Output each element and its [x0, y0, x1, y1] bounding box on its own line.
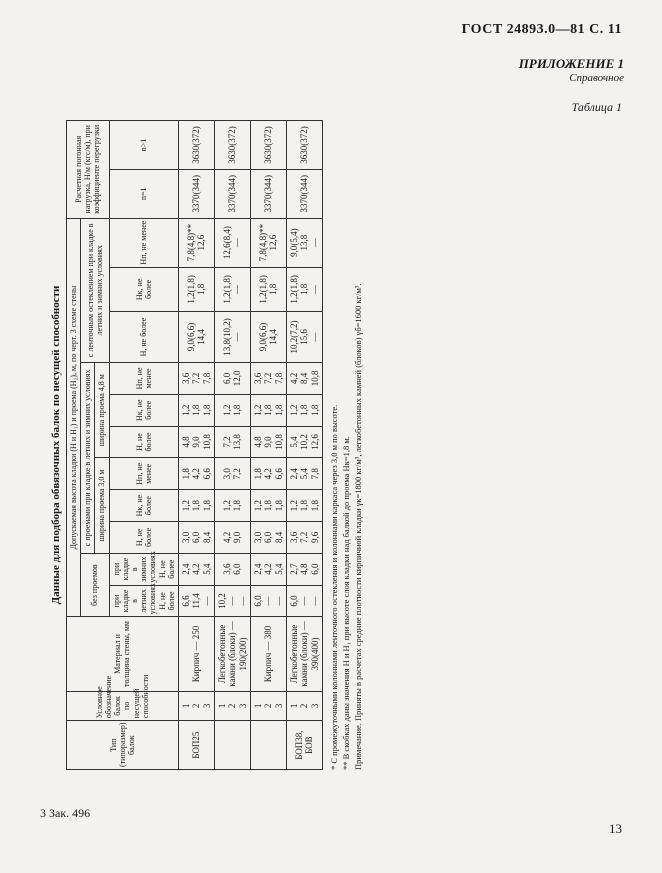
col-tape: с ленточным остеклением при кладке в летних и зимних условиях: [81, 218, 109, 362]
cell-a1: 4,2 9,0: [214, 521, 250, 553]
col-cond: Условное обозначение балок по несущей способности: [67, 691, 179, 721]
note-1: * С промежуточными колоннами ленточного остекления и колоннами каркаса через 3,0 м по высоте.: [329, 404, 339, 770]
col-w48: ширина проема 4,8 м: [95, 362, 109, 457]
col-w30: ширина проема 3,0 м: [95, 458, 109, 553]
cell-material: Легкобетонные камни (блоки) — 190(200): [214, 617, 250, 691]
cell-n2: 3630(372): [178, 121, 214, 170]
cell-c2: 1,2(1,8) —: [214, 267, 250, 312]
table-body: [178, 121, 322, 770]
cell-n1: 3370(344): [214, 169, 250, 218]
cell-n1: 3370(344): [286, 169, 322, 218]
cell-n1: 3370(344): [178, 169, 214, 218]
table-row: [178, 121, 214, 770]
cell-w: 2,4 4,2 5,4: [250, 553, 286, 585]
cell-c2: 1,2(1,8) 1,8: [250, 267, 286, 312]
col-a-hn: Hп, не менее: [109, 458, 178, 490]
cell-s: 6,0 — —: [286, 585, 322, 617]
cell-b2: 1,2 1,8 1,8: [250, 394, 286, 426]
col-b-hk: Hк, не более: [109, 394, 178, 426]
cell-c3: 9,0(5,4) 13,8 —: [286, 218, 322, 267]
rotated-table-area: [30, 124, 630, 800]
cell-c3: 7,8(4,8)** 12,6: [178, 218, 214, 267]
col-n1: n=1: [109, 169, 178, 218]
cell-type: [214, 721, 250, 770]
table-title: Данные для подбора обвязочных балок по несущей способности: [50, 285, 62, 605]
cell-material: Легкобетонные камни (блоки) — 390(400): [286, 617, 322, 691]
cell-s: 6,6 11,4 —: [178, 585, 214, 617]
cell-cond: 1 2 3: [286, 691, 322, 721]
cell-a1: 3,0 6,0 8,4: [250, 521, 286, 553]
cell-c1: 9,0(6,6) 14,4: [178, 312, 214, 363]
cell-type: БОП38, БОВ: [286, 721, 322, 770]
cell-material: Кирпич — 250: [178, 617, 214, 691]
cell-w: 2,4 4,2 5,4: [178, 553, 214, 585]
cell-w: 3,6 6,0: [214, 553, 250, 585]
cell-s: 6,0 — —: [250, 585, 286, 617]
cell-n2: 3630(372): [250, 121, 286, 170]
cell-n1: 3370(344): [250, 169, 286, 218]
col-c-hk: Hк, не более: [109, 267, 178, 312]
cell-a3: 1,8 4,2 6,6: [178, 458, 214, 490]
col-c-hn: Hп, не менее: [109, 218, 178, 267]
data-table: [66, 120, 323, 770]
cell-b3: 6,0 12,0: [214, 362, 250, 394]
cell-b3: 4,2 8,4 10,8: [286, 362, 322, 394]
table-number: Таблица 1: [571, 100, 622, 114]
cell-n2: 3630(372): [214, 121, 250, 170]
col-allowed: Допускаемая высота кладки (H и H₁) и проема (H₂), м, по черт. 3 схеме стены: [67, 218, 81, 617]
cell-cond: 1 2 3: [250, 691, 286, 721]
order-number: 3 Зак. 496: [40, 806, 91, 820]
appendix-title: ПРИЛОЖЕНИЕ 1: [518, 56, 624, 71]
col-winter: при кладке в зимних условиях H, не более: [109, 553, 178, 585]
cell-w: 2,7 4,8 6,0: [286, 553, 322, 585]
cell-cond: 1 2 3: [214, 691, 250, 721]
cell-c1: 9,0(6,6) 14,4: [250, 312, 286, 363]
col-n2: n>1: [109, 121, 178, 170]
cell-b1: 5,4 10,2 12,6: [286, 426, 322, 458]
col-b-hn: Hп, не менее: [109, 362, 178, 394]
col-no-opening: без проемов: [81, 553, 109, 617]
col-load: Расчетная погонная нагрузка, Н/м (кгс/м), при коэффициенте перегрузки: [67, 121, 110, 219]
note-2: ** В скобках даны значения H и H₁ при высоте слоя кладки над балкой до проема Hк=1,8 м.: [340, 436, 351, 770]
col-a-hk: Hк, не более: [109, 490, 178, 522]
cell-a3: 1,8 4,2 6,6: [250, 458, 286, 490]
table-row: [214, 121, 250, 770]
notes: [329, 120, 365, 770]
rotated-table: [50, 120, 610, 770]
cell-n2: 3630(372): [286, 121, 322, 170]
col-a-h: H, не более: [109, 521, 178, 553]
appendix-label: [519, 56, 624, 84]
table-row: [250, 121, 286, 770]
col-b-h: H, не более: [109, 426, 178, 458]
col-summer: при кладке в летних условиях H, не более: [109, 585, 178, 617]
page-header: ГОСТ 24893.0—81 С. 11: [461, 22, 622, 37]
col-with-openings: с проемами при кладке в летних и зимних условиях: [81, 362, 95, 553]
cell-c1: 13,8(10,2) —: [214, 312, 250, 363]
cell-material: Кирпич — 380: [250, 617, 286, 691]
col-type: Тип (типоразмер) балок: [67, 721, 179, 770]
cell-a1: 3,6 7,2 9,6: [286, 521, 322, 553]
cell-s: 10,2 — —: [214, 585, 250, 617]
note-3: Примечание. Приняты в расчетах средние плотности кирпичной кладки γк=1800 кг/м³, легкобетонных камней (блоков) γб=1600 кг/м³.: [352, 283, 363, 770]
col-material: Материал и толщина стены, мм: [67, 617, 179, 691]
appendix-subtitle: Справочное: [569, 72, 624, 84]
cell-cond: 1 2 3: [178, 691, 214, 721]
cell-b1: 4,8 9,0 10,8: [250, 426, 286, 458]
cell-a3: 3,0 7,2: [214, 458, 250, 490]
page-number: 13: [609, 821, 622, 836]
cell-a2: 1,2 1,8 1,8: [286, 490, 322, 522]
cell-type: [250, 721, 286, 770]
cell-b1: 4,8 9,0 10,8: [178, 426, 214, 458]
cell-c3: 12,6(8,4) —: [214, 218, 250, 267]
cell-a2: 1,2 1,8: [214, 490, 250, 522]
cell-b2: 1,2 1,8 1,8: [178, 394, 214, 426]
cell-a3: 2,4 5,4 7,8: [286, 458, 322, 490]
cell-c2: 1,2(1,8) 1,8: [178, 267, 214, 312]
cell-b2: 1,2 1,8: [214, 394, 250, 426]
cell-c2: 1,2(1,8) 1,8 —: [286, 267, 322, 312]
cell-a1: 3,0 6,0 8,4: [178, 521, 214, 553]
cell-b3: 3,6 7,2 7,8: [178, 362, 214, 394]
cell-a2: 1,2 1,8 1,8: [250, 490, 286, 522]
col-c-h: H, не более: [109, 312, 178, 363]
cell-type: БОП25: [178, 721, 214, 770]
cell-b2: 1,2 1,8 1,8: [286, 394, 322, 426]
cell-b3: 3,6 7,2 7,8: [250, 362, 286, 394]
cell-b1: 7,2 13,8: [214, 426, 250, 458]
table-row: [286, 121, 322, 770]
cell-c3: 7,8(4,8)** 12,6: [250, 218, 286, 267]
cell-a2: 1,2 1,8 1,8: [178, 490, 214, 522]
cell-c1: 10,2(7,2) 15,6 —: [286, 312, 322, 363]
